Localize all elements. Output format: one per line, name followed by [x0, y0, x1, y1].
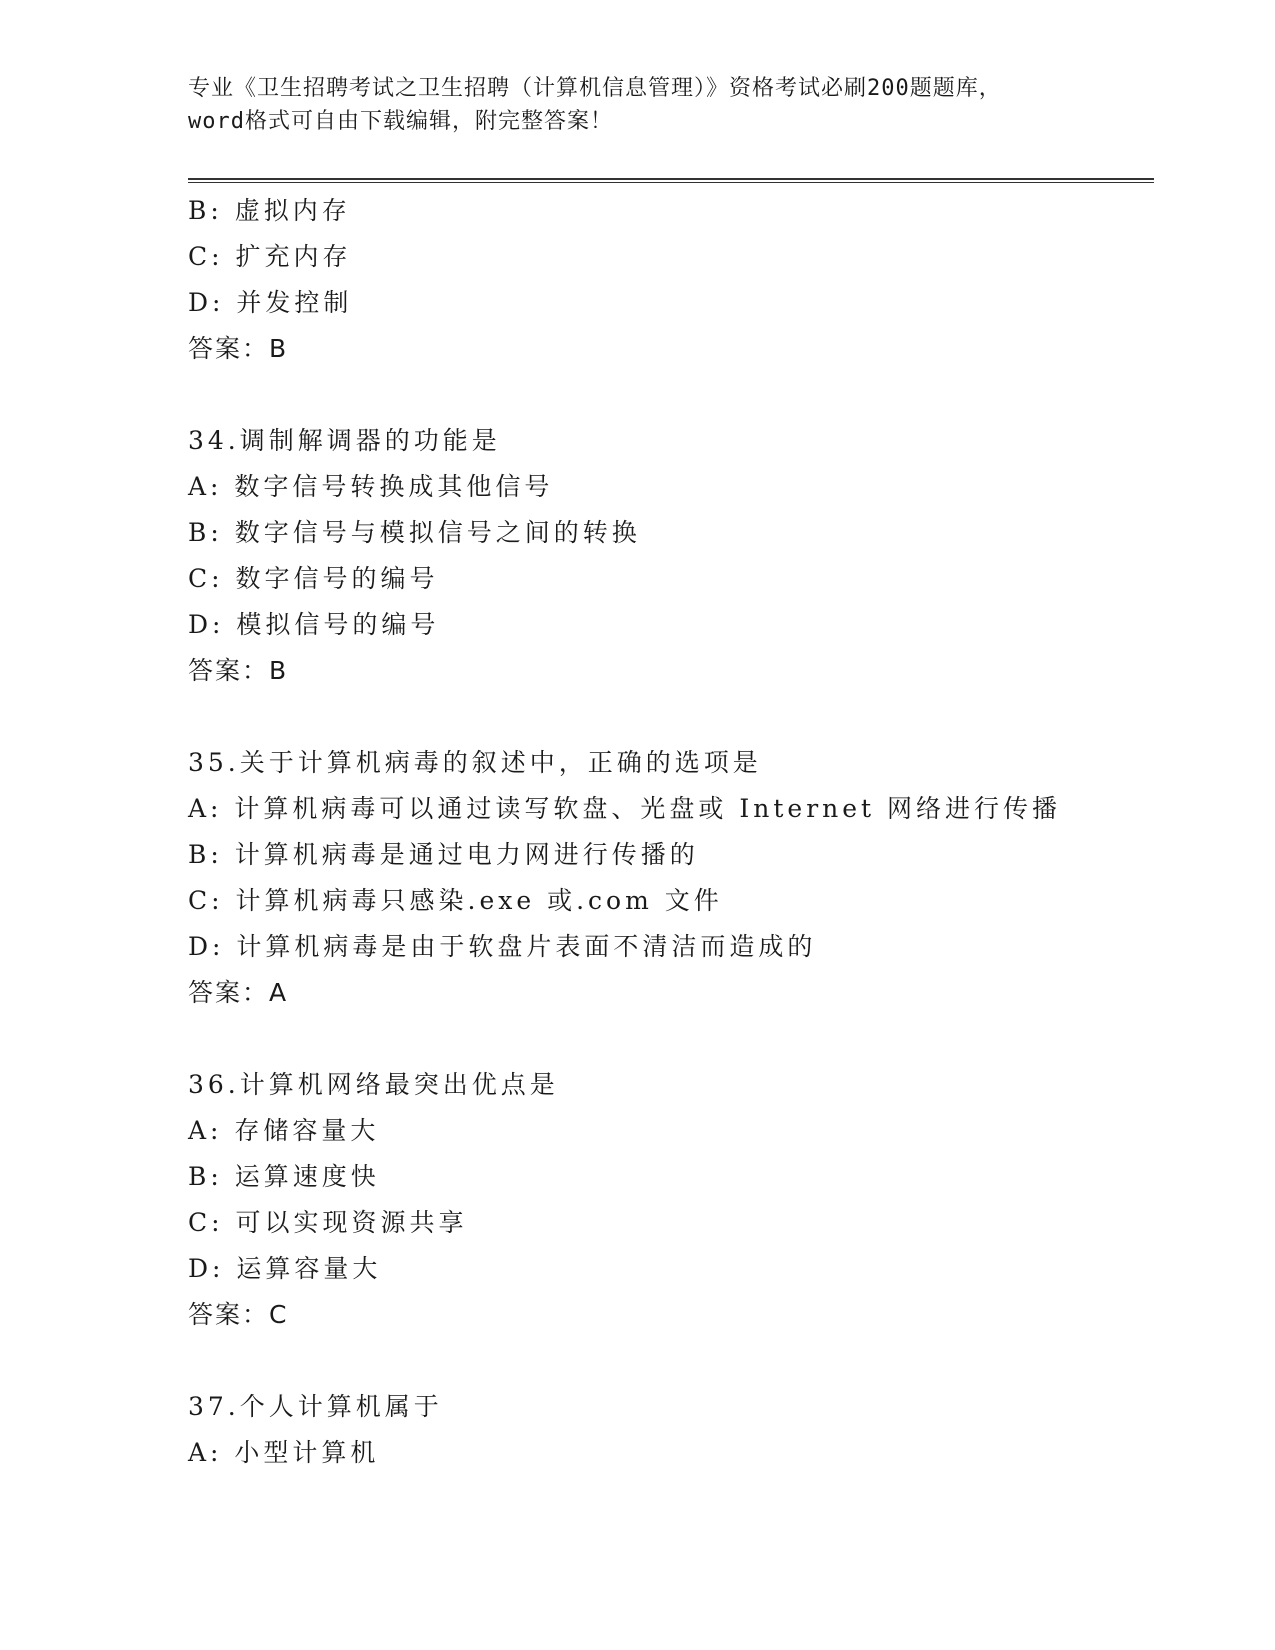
question-block: [188, 1384, 1154, 1476]
option-d: D: 运算容量大: [188, 1254, 382, 1283]
option-a: A: 小型计算机: [188, 1438, 380, 1467]
question-text: 37.个人计算机属于: [188, 1392, 443, 1421]
question-block: [188, 1062, 1154, 1338]
option-b: B: 运算速度快: [188, 1162, 380, 1191]
header-line-1: 专业《卫生招聘考试之卫生招聘（计算机信息管理）》资格考试必刷200题题库，: [188, 76, 1002, 101]
question-list: [188, 188, 1154, 1476]
answer-line: 答案：C: [188, 1300, 289, 1329]
answer-line: 答案：B: [188, 656, 289, 685]
header-divider: [188, 178, 1154, 183]
option-c: C: 计算机病毒只感染.exe 或.com 文件: [188, 886, 723, 915]
option-b: B: 数字信号与模拟信号之间的转换: [188, 518, 641, 547]
option-b: B: 计算机病毒是通过电力网进行传播的: [188, 840, 699, 869]
option-a: A: 数字信号转换成其他信号: [188, 472, 554, 501]
answer-line: 答案：A: [188, 978, 289, 1007]
question-block: [188, 740, 1154, 1016]
document-header: [188, 72, 1108, 138]
option-a: A: 存储容量大: [188, 1116, 380, 1145]
option-d: D: 并发控制: [188, 288, 353, 317]
answer-line: 答案：B: [188, 334, 289, 363]
question-text: 36.计算机网络最突出优点是: [188, 1070, 559, 1099]
option-c: C: 数字信号的编号: [188, 564, 439, 593]
option-d: D: 模拟信号的编号: [188, 610, 440, 639]
option-d: D: 计算机病毒是由于软盘片表面不清洁而造成的: [188, 932, 817, 961]
option-c: C: 可以实现资源共享: [188, 1208, 468, 1237]
question-text: 34.调制解调器的功能是: [188, 426, 501, 455]
question-block: [188, 188, 1154, 372]
option-a: A: 计算机病毒可以通过读写软盘、光盘或 Internet 网络进行传播: [188, 794, 1062, 823]
question-text: 35.关于计算机病毒的叙述中，正确的选项是: [188, 748, 762, 777]
option-c: C: 扩充内存: [188, 242, 352, 271]
option-b: B: 虚拟内存: [188, 196, 351, 225]
question-block: [188, 418, 1154, 694]
header-line-2: word格式可自由下载编辑，附完整答案！: [188, 109, 613, 134]
